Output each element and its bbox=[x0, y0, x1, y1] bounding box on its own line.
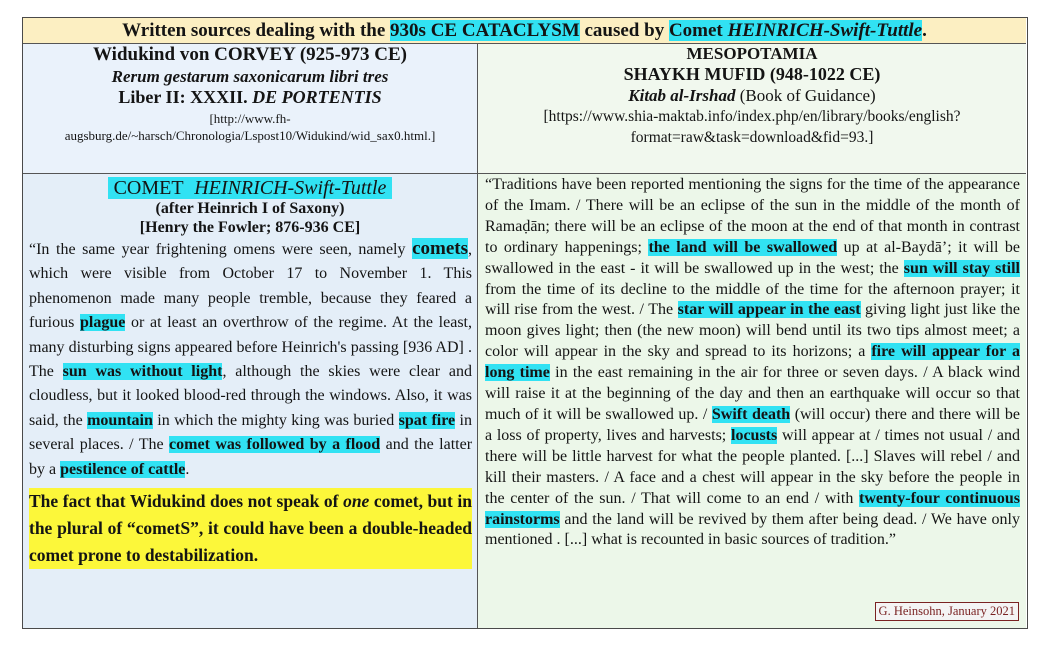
title-end: . bbox=[922, 20, 927, 41]
right-url-line-2: format=raw&task=download&fid=93.] bbox=[630, 129, 874, 146]
title-highlight-comet bbox=[669, 20, 922, 41]
author-signature: G. Heinsohn, January 2021 bbox=[875, 602, 1019, 621]
henry-subtitle: [Henry the Fowler; 876-936 CE] bbox=[139, 219, 361, 236]
quote-text: or at least an overthrow of the regime. At the least, many disturbing signs appeared before Heinrich's passing [936 AD] . The bbox=[29, 314, 472, 381]
right-source-header bbox=[478, 44, 1026, 174]
page-title bbox=[23, 18, 1026, 44]
highlight-plague: plague bbox=[80, 314, 126, 332]
quote-text: up at al-Baydā’; it will be swallowed in the east - it will be swallowed up in the west; the bbox=[485, 238, 1021, 277]
left-author: Widukind von CORVEY (925-973 CE) bbox=[93, 44, 407, 65]
highlight-flood: comet was followed by a flood bbox=[169, 436, 381, 454]
highlight-mountain: mountain bbox=[87, 411, 153, 429]
quote-text: , which were visible from October 17 to November 1. This phenomenon made many people tremble, because they feared a furious bbox=[29, 241, 472, 332]
quote-text: in several places. / The bbox=[29, 411, 472, 454]
highlight-fire-long-time: fire will appear for a long time bbox=[485, 343, 1020, 382]
highlight-comets: comets bbox=[412, 238, 468, 259]
quote-text: will appear at / times not usual / and there will be little harvest for what the people planted. [...] Slaves will rebel / and kill their masters. / A face and a chest will appear in the sky before the people in the center of the sun. / That will come to an end / with bbox=[485, 426, 1020, 507]
highlight-sun-still: sun will stay still bbox=[903, 259, 1021, 277]
quote-text: giving light just like the moon gives light; then (the new moon) will bend until its two tips almost meet; a color will appear in the sky and spread to its horizons; a bbox=[485, 301, 1021, 361]
quote-text: “In the same year frightening omens were seen, namely bbox=[29, 241, 413, 258]
right-work-title bbox=[478, 85, 1026, 106]
left-chapter bbox=[23, 87, 477, 108]
quote-text: , although the skies were clear and cloudless, but it looked blood-red through the windows. Also, it was said, the bbox=[29, 363, 473, 429]
title-mid: caused by bbox=[579, 20, 669, 41]
quote-text: in the east remaining in the air for three or seven days. / A black wind will raise it at the beginning of the day and then an earthquake will occur so that much of it will be swallowed up. / bbox=[485, 364, 1021, 423]
right-work-translation: (Book of Guidance) bbox=[735, 86, 876, 105]
highlight-star-east: star will appear in the east bbox=[677, 301, 861, 319]
highlight-swift-death: Swift death bbox=[711, 405, 791, 423]
highlight-sun-without-light: sun was without light bbox=[62, 363, 223, 381]
comet-heading-name: HEINRICH-Swift-Tuttle bbox=[191, 177, 389, 199]
conclusion-text: comet, but in the plural of “cometS”, it could have been a double-headed comet prone to destabilization. bbox=[29, 491, 473, 566]
comet-heading bbox=[23, 177, 477, 199]
title-comet-word: Comet bbox=[668, 20, 728, 41]
comet-heading-highlight bbox=[108, 177, 393, 199]
left-url-line-1: [http://www.fh- bbox=[209, 111, 291, 126]
quote-text: (will occur) there and there will be a loss of property, lives and harvests; bbox=[485, 405, 1020, 444]
comet-subtitle: (after Heinrich I of Saxony) bbox=[155, 200, 345, 217]
highlight-pestilence: pestilence of cattle bbox=[60, 460, 186, 478]
title-highlight-cataclysm: 930s CE CATACLYSM bbox=[390, 20, 580, 41]
quote-text: and the land will be revived by them after being dead. / We have only mentioned . [...] what is recounted in basic sources of tradition.” bbox=[485, 510, 1020, 549]
right-author: SHAYKH MUFID (948-1022 CE) bbox=[623, 64, 881, 84]
quote-text: and the latter by a bbox=[29, 436, 473, 478]
left-text-column bbox=[23, 174, 478, 628]
conclusion-note bbox=[29, 488, 472, 569]
highlight-locusts: locusts bbox=[731, 426, 778, 444]
left-source-header bbox=[23, 44, 478, 174]
title-comet-name: HEINRICH-Swift-Tuttle bbox=[727, 20, 923, 41]
quote-text: in which the mighty king was buried bbox=[152, 411, 399, 429]
mufid-quote bbox=[478, 174, 1026, 551]
left-work-title: Rerum gestarum saxonicarum libri tres bbox=[111, 67, 389, 86]
quote-text: from the time of its decline to the middle of the time for the afternoon prayer; it will rise from the west. / The bbox=[485, 280, 1020, 319]
right-url-line-1: [https://www.shia-maktab.info/index.php/en/library/books/english? bbox=[543, 108, 961, 125]
highlight-land-swallowed: the land will be swallowed bbox=[648, 238, 838, 256]
right-region: MESOPOTAMIA bbox=[686, 44, 818, 63]
quote-text: “Traditions have been reported mentioning the signs for the time of the appearance of the Imam. / There will be an eclipse of the sun in the middle of the month of Ramaḍān; there will be an eclipse of the moon at the end of that month in contrast to ordinary happenings; bbox=[485, 176, 1020, 256]
conclusion-text: The fact that Widukind does not speak of bbox=[29, 491, 344, 512]
highlight-rainstorms: twenty-four continuous rainstorms bbox=[485, 489, 1021, 528]
left-chapter-title: DE PORTENTIS bbox=[252, 87, 382, 107]
left-chapter-number: Liber II: XXXII. bbox=[118, 87, 253, 107]
comet-heading-word: COMET bbox=[111, 177, 192, 199]
widukind-quote bbox=[23, 237, 477, 482]
right-work-name: Kitab al-Irshad bbox=[628, 86, 736, 105]
title-prefix: Written sources dealing with the bbox=[122, 20, 391, 41]
right-text-column bbox=[478, 174, 1026, 628]
quote-text: . bbox=[185, 460, 190, 478]
left-url-line-2: augsburg.de/~harsch/Chronologia/Lspost10/Widukind/wid_sax0.html.] bbox=[64, 128, 436, 143]
conclusion-emphasis: one bbox=[343, 491, 370, 512]
highlight-spat-fire: spat fire bbox=[398, 411, 456, 429]
document-sheet bbox=[22, 17, 1028, 629]
